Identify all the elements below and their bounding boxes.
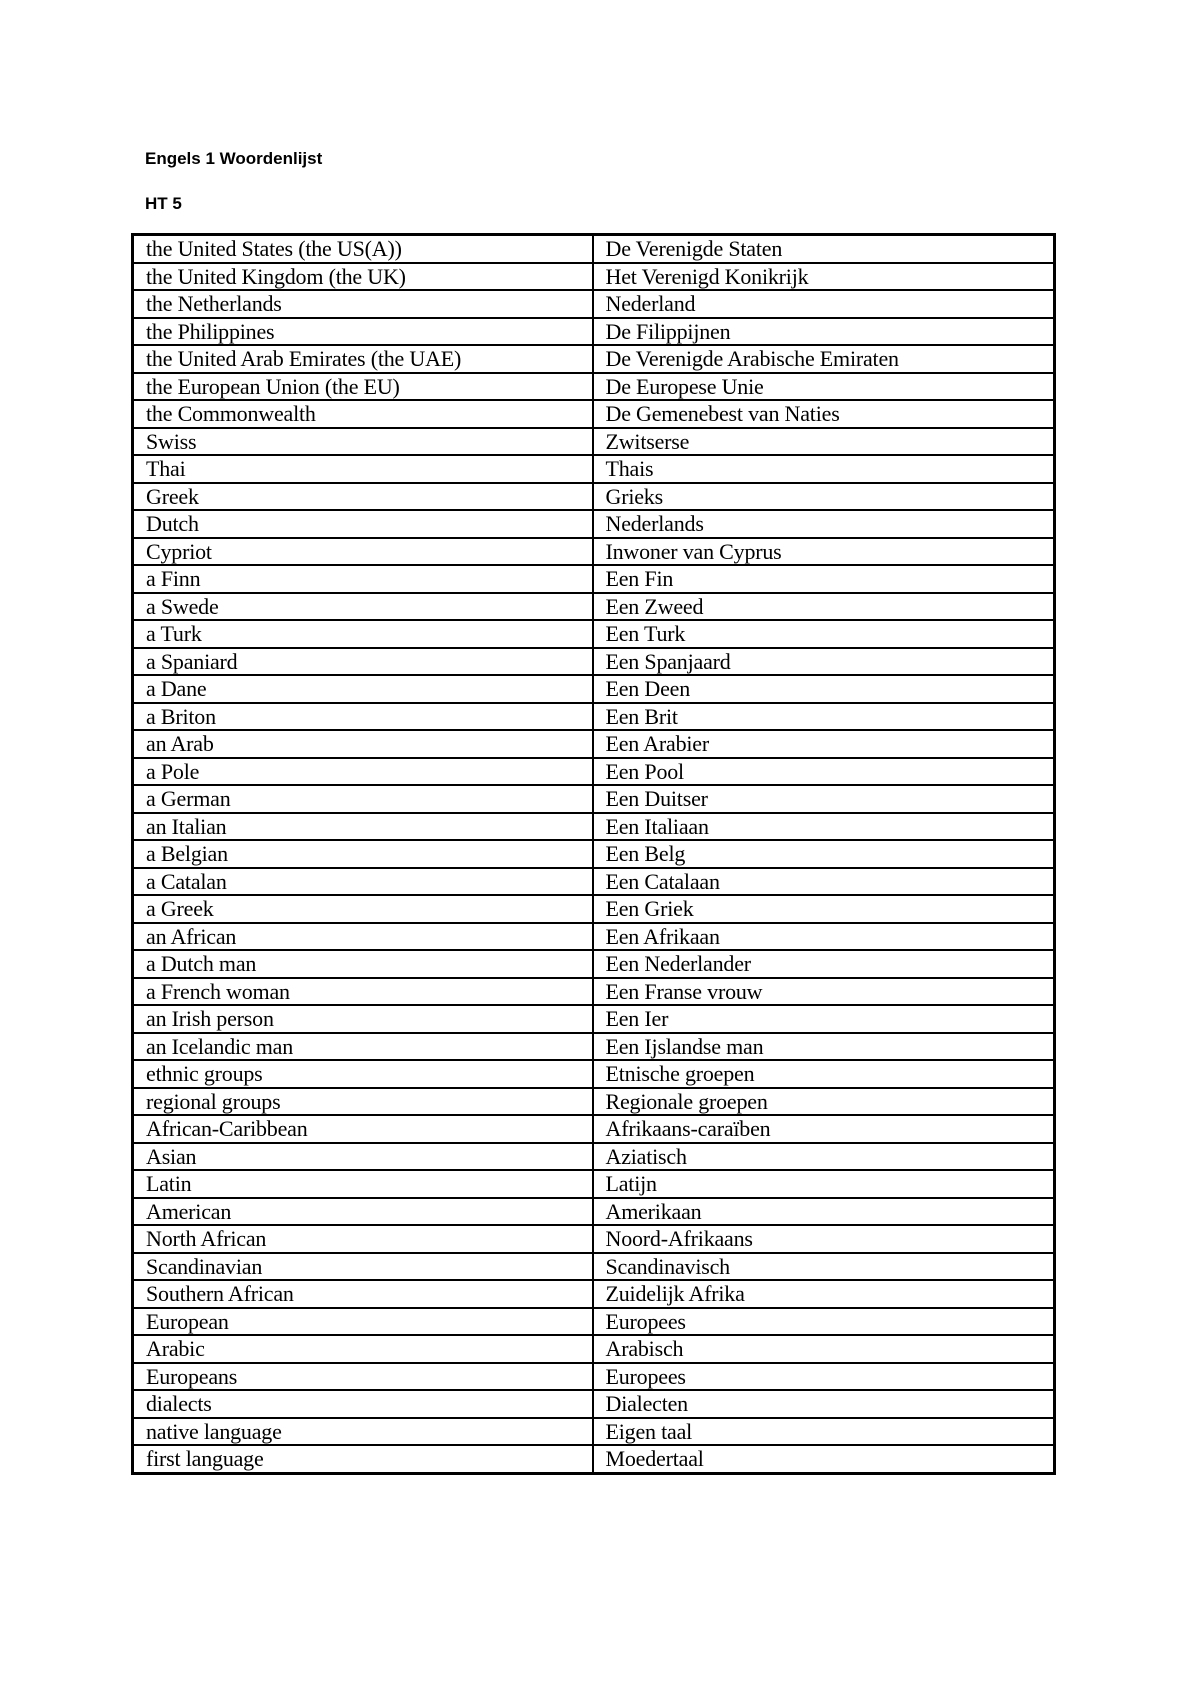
table-row bbox=[133, 1005, 1055, 1033]
table-row bbox=[133, 235, 1055, 263]
english-term-cell: a Belgian bbox=[133, 840, 593, 868]
table-row bbox=[133, 758, 1055, 786]
table-row bbox=[133, 675, 1055, 703]
dutch-translation-cell: Een Belg bbox=[593, 840, 1055, 868]
english-term-cell: a Briton bbox=[133, 703, 593, 731]
table-row bbox=[133, 565, 1055, 593]
dutch-translation-cell: Zuidelijk Afrika bbox=[593, 1280, 1055, 1308]
table-row bbox=[133, 400, 1055, 428]
english-term-cell: an African bbox=[133, 923, 593, 951]
english-term-cell: the United States (the US(A)) bbox=[133, 235, 593, 263]
document-title: Engels 1 Woordenlijst bbox=[145, 149, 323, 168]
dutch-translation-cell: Aziatisch bbox=[593, 1143, 1055, 1171]
dutch-translation-cell: Een Zweed bbox=[593, 593, 1055, 621]
english-term-cell: a Catalan bbox=[133, 868, 593, 896]
dutch-translation-cell: Een Arabier bbox=[593, 730, 1055, 758]
dutch-translation-cell: Dialecten bbox=[593, 1390, 1055, 1418]
english-term-cell: the United Arab Emirates (the UAE) bbox=[133, 345, 593, 373]
table-row bbox=[133, 1225, 1055, 1253]
table-row bbox=[133, 1115, 1055, 1143]
dutch-translation-cell: Een Fin bbox=[593, 565, 1055, 593]
table-row bbox=[133, 895, 1055, 923]
dutch-translation-cell: Europees bbox=[593, 1308, 1055, 1336]
dutch-translation-cell: De Verenigde Staten bbox=[593, 235, 1055, 263]
table-row bbox=[133, 1060, 1055, 1088]
english-term-cell: regional groups bbox=[133, 1088, 593, 1116]
table-row bbox=[133, 840, 1055, 868]
dutch-translation-cell: Etnische groepen bbox=[593, 1060, 1055, 1088]
english-term-cell: a German bbox=[133, 785, 593, 813]
table-row bbox=[133, 373, 1055, 401]
english-term-cell: the Netherlands bbox=[133, 290, 593, 318]
english-term-cell: European bbox=[133, 1308, 593, 1336]
table-row bbox=[133, 648, 1055, 676]
english-term-cell: Latin bbox=[133, 1170, 593, 1198]
table-row bbox=[133, 813, 1055, 841]
table-row bbox=[133, 538, 1055, 566]
dutch-translation-cell: Zwitserse bbox=[593, 428, 1055, 456]
table-row bbox=[133, 620, 1055, 648]
dutch-translation-cell: Inwoner van Cyprus bbox=[593, 538, 1055, 566]
table-row bbox=[133, 785, 1055, 813]
table-row bbox=[133, 1390, 1055, 1418]
english-term-cell: the United Kingdom (the UK) bbox=[133, 263, 593, 291]
english-term-cell: North African bbox=[133, 1225, 593, 1253]
dutch-translation-cell: Een Nederlander bbox=[593, 950, 1055, 978]
table-row bbox=[133, 1363, 1055, 1391]
dutch-translation-cell: Grieks bbox=[593, 483, 1055, 511]
table-row bbox=[133, 923, 1055, 951]
english-term-cell: an Irish person bbox=[133, 1005, 593, 1033]
dutch-translation-cell: Scandinavisch bbox=[593, 1253, 1055, 1281]
document-subtitle: HT 5 bbox=[145, 194, 182, 213]
english-term-cell: a Swede bbox=[133, 593, 593, 621]
english-term-cell: a Pole bbox=[133, 758, 593, 786]
dutch-translation-cell: Een Brit bbox=[593, 703, 1055, 731]
english-term-cell: a Greek bbox=[133, 895, 593, 923]
table-row bbox=[133, 1143, 1055, 1171]
english-term-cell: a Finn bbox=[133, 565, 593, 593]
english-term-cell: Swiss bbox=[133, 428, 593, 456]
dutch-translation-cell: De Filippijnen bbox=[593, 318, 1055, 346]
table-row bbox=[133, 1308, 1055, 1336]
dutch-translation-cell: Thais bbox=[593, 455, 1055, 483]
vocabulary-table-body bbox=[133, 235, 1055, 1474]
dutch-translation-cell: Een Spanjaard bbox=[593, 648, 1055, 676]
table-row bbox=[133, 703, 1055, 731]
english-term-cell: Arabic bbox=[133, 1335, 593, 1363]
english-term-cell: the Commonwealth bbox=[133, 400, 593, 428]
english-term-cell: the European Union (the EU) bbox=[133, 373, 593, 401]
english-term-cell: dialects bbox=[133, 1390, 593, 1418]
table-row bbox=[133, 1445, 1055, 1473]
table-row bbox=[133, 428, 1055, 456]
table-row bbox=[133, 1418, 1055, 1446]
dutch-translation-cell: Arabisch bbox=[593, 1335, 1055, 1363]
dutch-translation-cell: Het Verenigd Konikrijk bbox=[593, 263, 1055, 291]
table-row bbox=[133, 345, 1055, 373]
dutch-translation-cell: Afrikaans-caraïben bbox=[593, 1115, 1055, 1143]
table-row bbox=[133, 290, 1055, 318]
vocabulary-table bbox=[131, 233, 1056, 1475]
table-row bbox=[133, 510, 1055, 538]
english-term-cell: an Arab bbox=[133, 730, 593, 758]
english-term-cell: Europeans bbox=[133, 1363, 593, 1391]
english-term-cell: American bbox=[133, 1198, 593, 1226]
english-term-cell: Scandinavian bbox=[133, 1253, 593, 1281]
dutch-translation-cell: Een Griek bbox=[593, 895, 1055, 923]
dutch-translation-cell: Eigen taal bbox=[593, 1418, 1055, 1446]
dutch-translation-cell: Een Franse vrouw bbox=[593, 978, 1055, 1006]
table-row bbox=[133, 950, 1055, 978]
table-row bbox=[133, 1335, 1055, 1363]
table-row bbox=[133, 483, 1055, 511]
table-row bbox=[133, 1170, 1055, 1198]
dutch-translation-cell: Een Deen bbox=[593, 675, 1055, 703]
english-term-cell: the Philippines bbox=[133, 318, 593, 346]
dutch-translation-cell: Een Italiaan bbox=[593, 813, 1055, 841]
dutch-translation-cell: Nederland bbox=[593, 290, 1055, 318]
english-term-cell: a Spaniard bbox=[133, 648, 593, 676]
dutch-translation-cell: De Europese Unie bbox=[593, 373, 1055, 401]
dutch-translation-cell: Nederlands bbox=[593, 510, 1055, 538]
english-term-cell: Asian bbox=[133, 1143, 593, 1171]
table-row bbox=[133, 1253, 1055, 1281]
table-row bbox=[133, 1033, 1055, 1061]
table-row bbox=[133, 593, 1055, 621]
dutch-translation-cell: Een Ier bbox=[593, 1005, 1055, 1033]
english-term-cell: Greek bbox=[133, 483, 593, 511]
dutch-translation-cell: Een Duitser bbox=[593, 785, 1055, 813]
dutch-translation-cell: Latijn bbox=[593, 1170, 1055, 1198]
dutch-translation-cell: Een Pool bbox=[593, 758, 1055, 786]
english-term-cell: an Italian bbox=[133, 813, 593, 841]
english-term-cell: a French woman bbox=[133, 978, 593, 1006]
table-row bbox=[133, 868, 1055, 896]
english-term-cell: native language bbox=[133, 1418, 593, 1446]
dutch-translation-cell: De Gemenebest van Naties bbox=[593, 400, 1055, 428]
table-row bbox=[133, 978, 1055, 1006]
dutch-translation-cell: Amerikaan bbox=[593, 1198, 1055, 1226]
english-term-cell: a Dutch man bbox=[133, 950, 593, 978]
table-row bbox=[133, 1198, 1055, 1226]
english-term-cell: Cypriot bbox=[133, 538, 593, 566]
dutch-translation-cell: Moedertaal bbox=[593, 1445, 1055, 1473]
table-row bbox=[133, 263, 1055, 291]
english-term-cell: an Icelandic man bbox=[133, 1033, 593, 1061]
table-row bbox=[133, 318, 1055, 346]
english-term-cell: first language bbox=[133, 1445, 593, 1473]
table-row bbox=[133, 1280, 1055, 1308]
dutch-translation-cell: De Verenigde Arabische Emiraten bbox=[593, 345, 1055, 373]
english-term-cell: a Dane bbox=[133, 675, 593, 703]
english-term-cell: Southern African bbox=[133, 1280, 593, 1308]
dutch-translation-cell: Regionale groepen bbox=[593, 1088, 1055, 1116]
dutch-translation-cell: Een Ijslandse man bbox=[593, 1033, 1055, 1061]
english-term-cell: African-Caribbean bbox=[133, 1115, 593, 1143]
english-term-cell: Dutch bbox=[133, 510, 593, 538]
english-term-cell: ethnic groups bbox=[133, 1060, 593, 1088]
dutch-translation-cell: Een Afrikaan bbox=[593, 923, 1055, 951]
table-row bbox=[133, 1088, 1055, 1116]
dutch-translation-cell: Noord-Afrikaans bbox=[593, 1225, 1055, 1253]
dutch-translation-cell: Een Turk bbox=[593, 620, 1055, 648]
dutch-translation-cell: Een Catalaan bbox=[593, 868, 1055, 896]
table-row bbox=[133, 730, 1055, 758]
table-row bbox=[133, 455, 1055, 483]
english-term-cell: a Turk bbox=[133, 620, 593, 648]
dutch-translation-cell: Europees bbox=[593, 1363, 1055, 1391]
english-term-cell: Thai bbox=[133, 455, 593, 483]
